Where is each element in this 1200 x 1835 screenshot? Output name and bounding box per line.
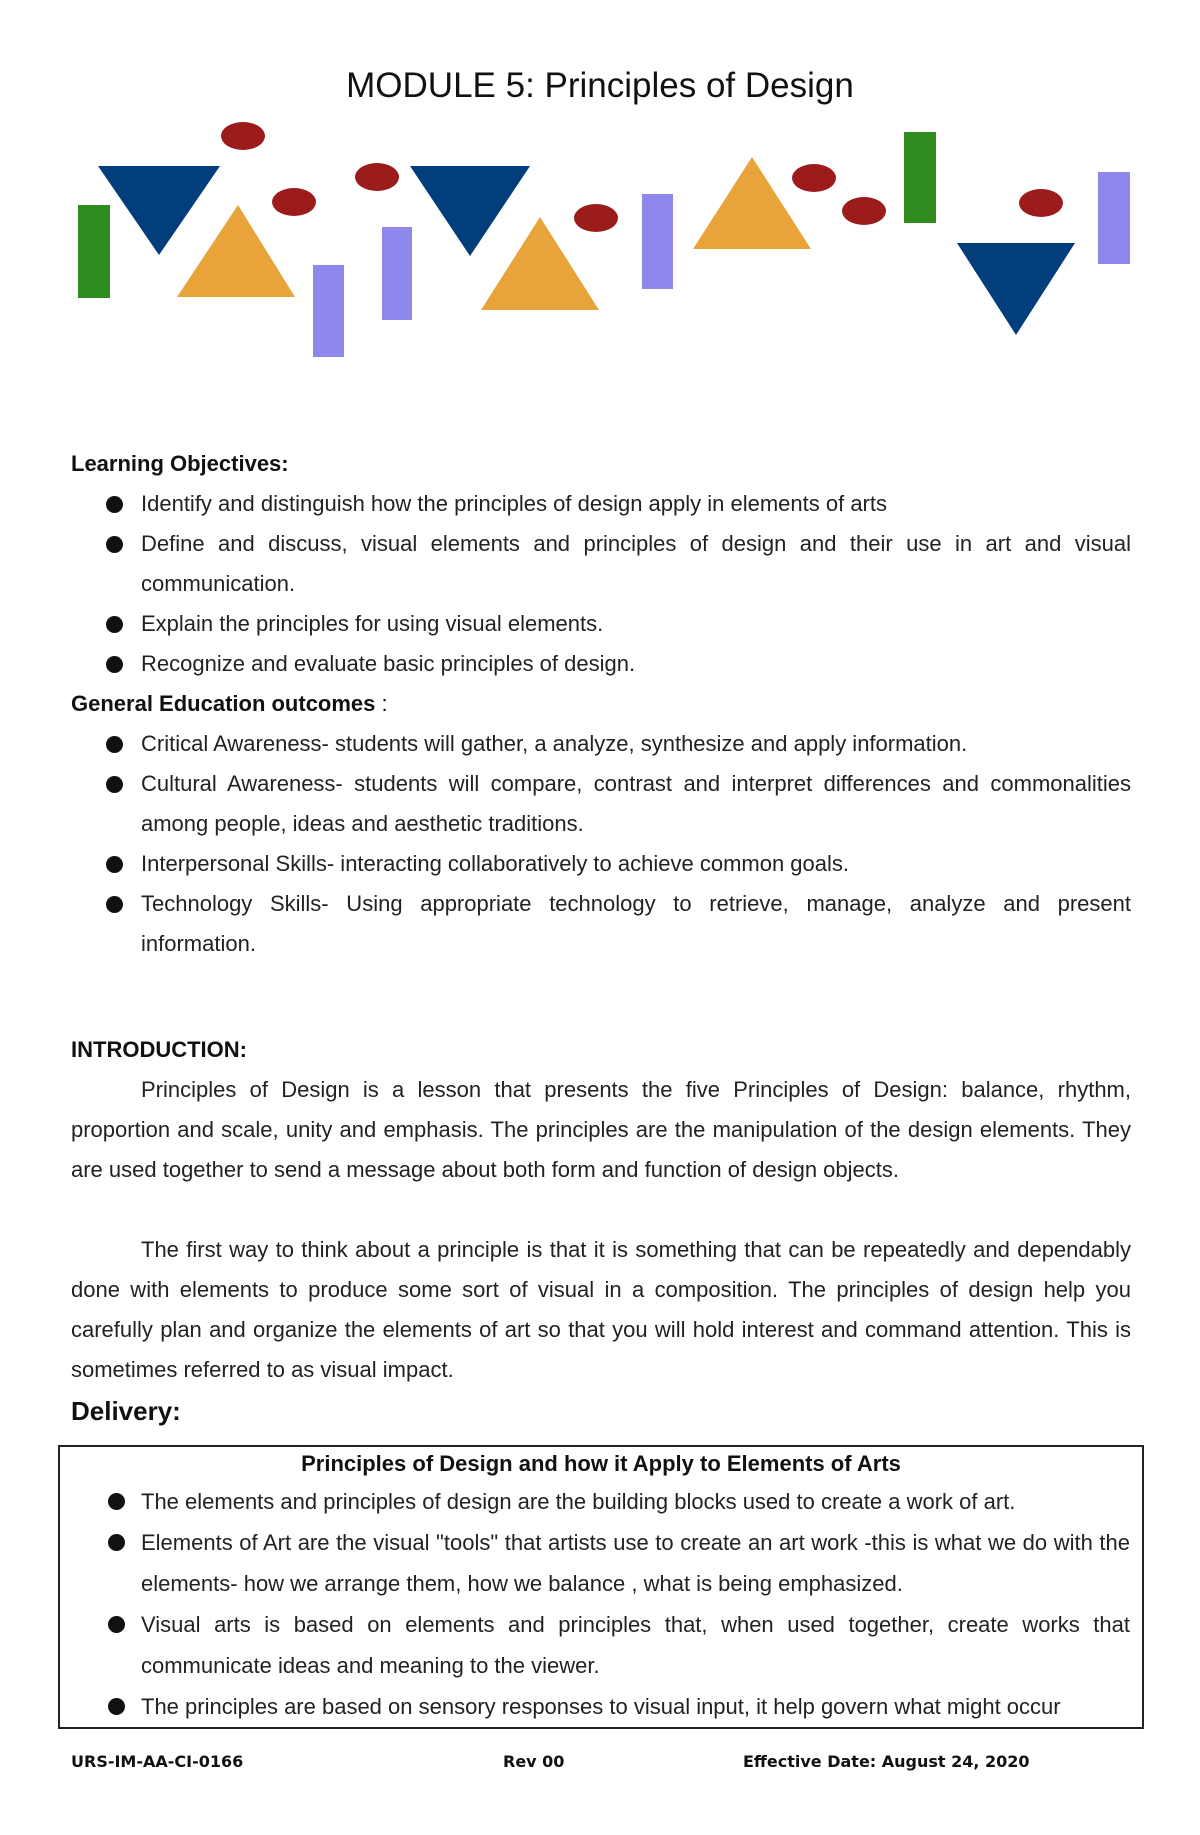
list-item: Identify and distinguish how the principles of design apply in elements of arts: [71, 484, 1131, 524]
list-item: Technology Skills- Using appropriate technology to retrieve, manage, analyze and present information.: [71, 884, 1131, 964]
green-bar-shape: [78, 205, 110, 298]
bullet-icon: [108, 1493, 125, 1510]
navy-triangle-shape: [957, 243, 1075, 335]
list-item: Explain the principles for using visual elements.: [71, 604, 1131, 644]
bullet-icon: [106, 656, 123, 673]
bullet-icon: [106, 856, 123, 873]
bullet-icon: [108, 1616, 125, 1633]
decorative-shapes-banner: [0, 110, 1200, 370]
lavender-bar-shape: [642, 194, 673, 289]
list-item: Recognize and evaluate basic principles of design.: [71, 644, 1131, 684]
list-item: The principles are based on sensory responses to visual input, it help govern what might occur: [60, 1686, 1142, 1727]
ge-outcomes-heading: General Education outcomes :: [71, 691, 388, 716]
introduction-paragraph: Principles of Design is a lesson that presents the five Principles of Design: balance, rhythm, proportion and scale, unity and emphasis. The principles are the manipulation of the design elements. They are used together to send a message about both form and function of design objects.: [71, 1077, 1131, 1182]
maroon-oval-shape: [355, 163, 399, 191]
bullet-icon: [106, 776, 123, 793]
learning-objectives-heading: Learning Objectives:: [71, 451, 289, 476]
list-item: Critical Awareness- students will gather, a analyze, synthesize and apply information.: [71, 724, 1131, 764]
bullet-icon: [106, 616, 123, 633]
green-bar-shape: [904, 132, 936, 223]
bullet-icon: [108, 1698, 125, 1715]
delivery-list: [60, 1481, 1142, 1727]
gold-triangle-shape: [177, 205, 295, 297]
lavender-bar-shape: [1098, 172, 1130, 264]
list-item: Visual arts is based on elements and principles that, when used together, create works that communicate ideas and meaning to the viewer.: [60, 1604, 1142, 1686]
maroon-oval-shape: [574, 204, 618, 232]
footer-doc-code: URS-IM-AA-CI-0166: [71, 1752, 244, 1771]
introduction-heading: INTRODUCTION:: [71, 1037, 247, 1062]
introduction-paragraph: The first way to think about a principle is that it is something that can be repeatedly and dependably done with elements to produce some sort of visual in a composition. The principles of design help you carefully plan and organize the elements of art so that you will hold interest and command attention. This is sometimes referred to as visual impact.: [71, 1237, 1131, 1382]
navy-triangle-shape: [410, 166, 530, 256]
list-item: Cultural Awareness- students will compare, contrast and interpret differences and commonalities among people, ideas and aesthetic traditions.: [71, 764, 1131, 844]
list-item: The elements and principles of design are the building blocks used to create a work of art.: [60, 1481, 1142, 1522]
delivery-box: [58, 1445, 1144, 1729]
learning-objectives-list: [71, 484, 1131, 684]
bullet-icon: [106, 536, 123, 553]
gold-triangle-shape: [481, 217, 599, 310]
ge-outcomes-list: [71, 724, 1131, 964]
maroon-oval-shape: [221, 122, 265, 150]
maroon-oval-shape: [272, 188, 316, 216]
list-item: Interpersonal Skills- interacting collaboratively to achieve common goals.: [71, 844, 1131, 884]
lavender-bar-shape: [382, 227, 412, 320]
gold-triangle-shape: [693, 157, 811, 249]
bullet-icon: [108, 1534, 125, 1551]
bullet-icon: [106, 736, 123, 753]
learning-objectives-section: [71, 444, 1131, 964]
maroon-oval-shape: [842, 197, 886, 225]
lavender-bar-shape: [313, 265, 344, 357]
footer-revision: Rev 00: [503, 1752, 565, 1771]
delivery-heading: Delivery:: [71, 1396, 181, 1426]
navy-triangle-shape: [98, 166, 220, 255]
list-item: Define and discuss, visual elements and principles of design and their use in art and visual communication.: [71, 524, 1131, 604]
maroon-oval-shape: [792, 164, 836, 192]
maroon-oval-shape: [1019, 189, 1063, 217]
page-title: MODULE 5: Principles of Design: [346, 66, 854, 105]
list-item: Elements of Art are the visual "tools" that artists use to create an art work -this is what we do with the elements- how we arrange them, how we balance , what is being emphasized.: [60, 1522, 1142, 1604]
footer-effective-date: Effective Date: August 24, 2020: [743, 1752, 1030, 1771]
bullet-icon: [106, 896, 123, 913]
introduction-section: [71, 1030, 1131, 1390]
bullet-icon: [106, 496, 123, 513]
delivery-box-title: Principles of Design and how it Apply to Elements of Arts: [301, 1451, 901, 1476]
